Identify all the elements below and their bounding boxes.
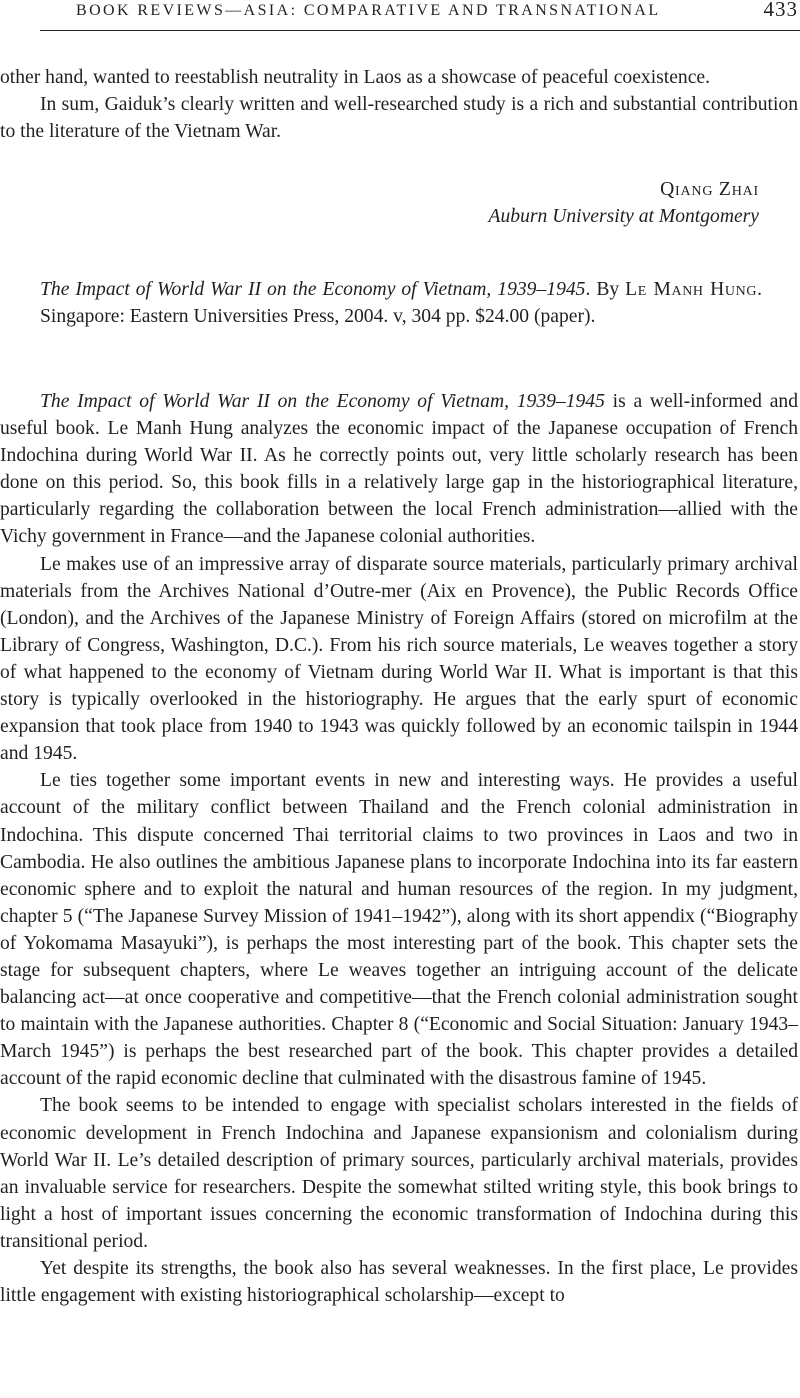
- running-head-title: BOOK REVIEWS—ASIA: COMPARATIVE AND TRANSNATIONAL: [76, 2, 661, 19]
- book-author: Le Manh Hung: [625, 279, 758, 300]
- review-paragraph-4: The book seems to be intended to engage with specialist scholars interested in the fields of economic development in French Indochina and Japanese expansionism and colonialism during World War II. Le’s detailed description of primary sources, particularly archival materials, provides an invaluable service for researchers. Despite the somewhat stilted writing style, this book brings to light a host of important issues concerning the economic transformation of Indochina during this transitional period.: [0, 1095, 798, 1252]
- previous-review-ending: [0, 64, 798, 145]
- review-paragraph-2: Le makes use of an impressive array of disparate source materials, particularly primary archival materials from the Archives National d’Outre-mer (Aix en Provence), the Public Records Office (London), and the Archives of the Japanese Ministry of Foreign Affairs (stored on microfilm at the Library of Congress, Washington, D.C.). From his rich source materials, Le weaves together a story of what happened to the economy of Vietnam during World War II. What is important is that this story is typically overlooked in the historiography. He argues that the early spurt of economic expansion that took place from 1940 to 1943 was quickly followed by an economic tailspin in 1944 and 1945.: [0, 553, 798, 765]
- review-paragraph-1: [0, 388, 798, 551]
- inline-book-title: The Impact of World War II on the Economy of Vietnam, 1939–1945: [40, 391, 605, 412]
- by-text: . By: [585, 279, 626, 300]
- review-paragraph-3: Le ties together some important events in new and interesting ways. He provides a useful account of the military conflict between Thailand and the French colonial administration in Indochina. This dispute concerned Thai territorial claims to two provinces in Laos and two in Cambodia. He also outlines the ambitious Japanese plans to incorporate Indochina into its far eastern economic sphere and to exploit the natural and human resources of the region. In my judgment, chapter 5 (“The Japanese Survey Mission of 1941–1942”), along with its short appendix (“Biography of Yokomama Masayuki”), is perhaps the most interesting part of the book. This chapter sets the stage for subsequent chapters, where Le weaves together an intriguing account of the delicate balancing act—at once cooperative and competitive—that the French colonial administration sought to maintain with the Japanese authorities. Chapter 8 (“Economic and Social Situation: January 1943–March 1945”) is perhaps the best researched part of the book. This chapter provides a detailed account of the rapid economic decline that culminated with the disastrous famine of 1945.: [0, 770, 798, 1090]
- reviewer-name: Qiang Zhai: [660, 179, 759, 200]
- book-title: The Impact of World War II on the Economy of Vietnam, 1939–1945: [40, 279, 586, 300]
- paragraph-1-text: is a well-informed and useful book. Le Manh Hung analyzes the economic impact of the Japanese occupation of French Indochina during World War II. As he correctly points out, very little scholarly research has been done on this period. So, this book fills in a relatively large gap in the historiographical literature, particularly regarding the collaboration between the local French administration—allied with the Vichy government in France—and the Japanese colonial authorities.: [0, 391, 798, 548]
- page-number: 433: [763, 0, 798, 21]
- closing-paragraph: In sum, Gaiduk’s clearly written and well-researched study is a rich and substantial contribution to the literature of the Vietnam War.: [0, 94, 798, 143]
- review-body: [0, 388, 798, 1309]
- reviewer-affiliation: Auburn University at Montgomery: [488, 206, 759, 227]
- review-heading: [40, 276, 762, 330]
- publication-info: . Singapore: Eastern Universities Press, 2004. v, 304 pp. $24.00 (paper).: [40, 279, 762, 328]
- review-paragraph-5: Yet despite its strengths, the book also has several weaknesses. In the first place, Le provides little engagement with existing historiographical scholarship—except to: [0, 1258, 798, 1307]
- continuation-paragraph: other hand, wanted to reestablish neutrality in Laos as a showcase of peaceful coexistence.: [0, 67, 711, 88]
- running-head: [40, 0, 800, 31]
